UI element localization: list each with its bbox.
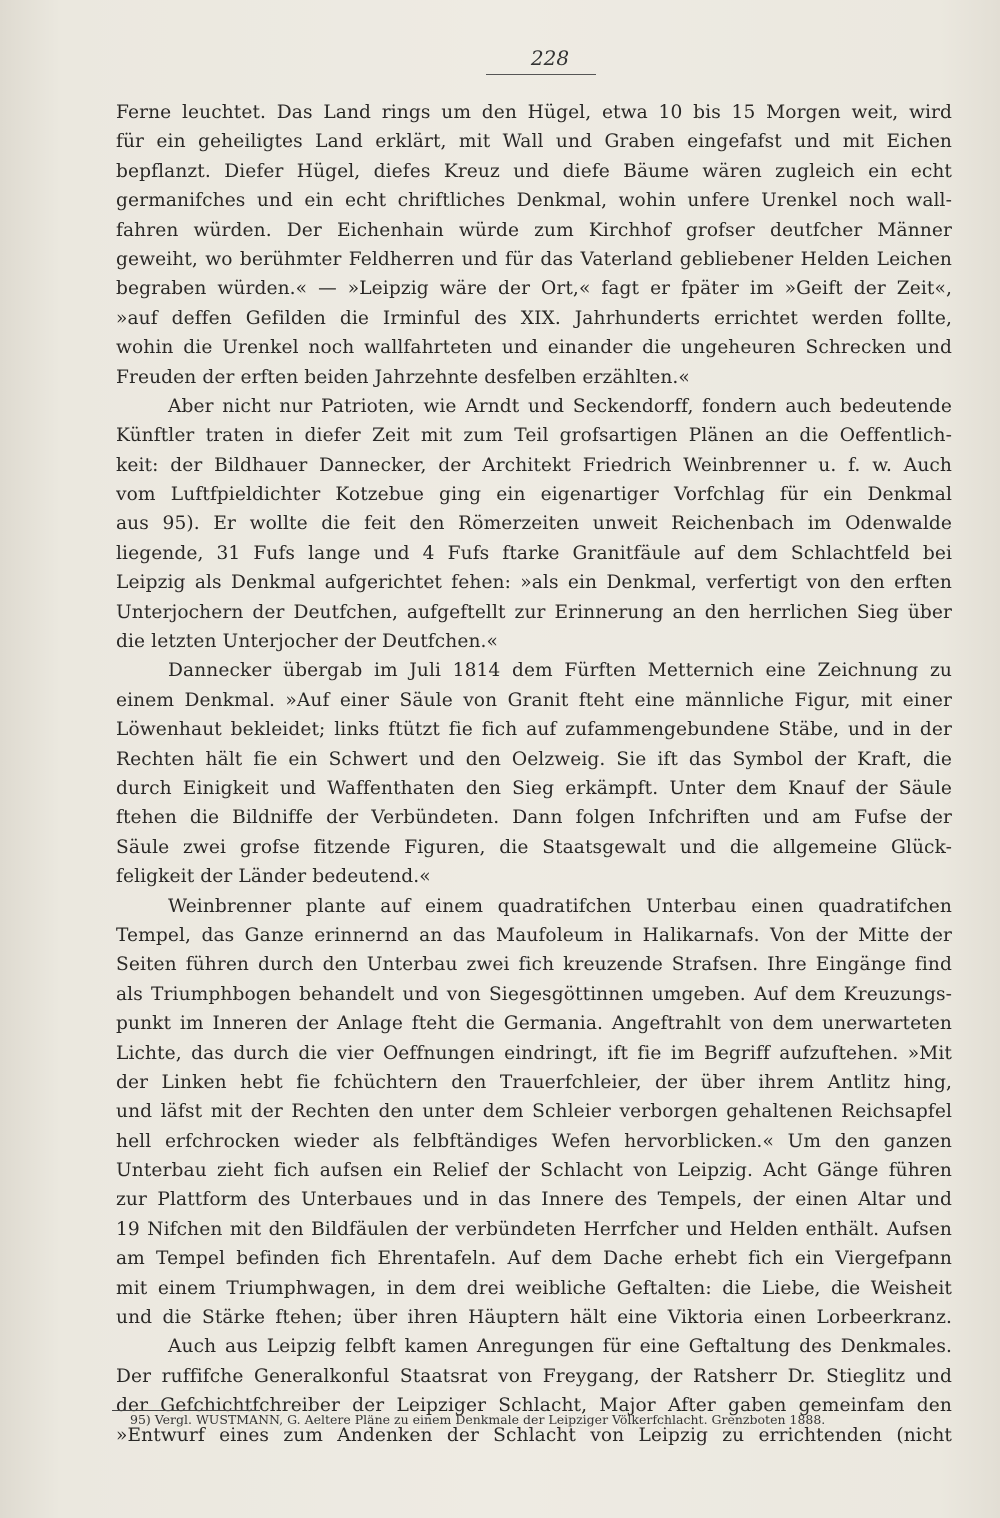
text-line: Unterjochern der Deutfchen, aufgeftellt zur Erinnerung an den herrlichen Sieg über [116,601,952,623]
text-line: Freuden der erften beiden Jahrzehnte desfelben erzählten.« [116,366,690,388]
text-line: Auch aus Leipzig felbft kamen Anregungen für eine Geftaltung des Denkmales. [168,1336,952,1358]
text-line: Lichte, das durch die vier Oeffnungen eindringt, ift fie im Begriff aufzuftehen. »Mit [116,1042,952,1064]
text-line: einem Denkmal. »Auf einer Säule von Granit fteht eine männliche Figur, mit einer [116,689,952,711]
text-line: germanifches und ein echt chriftliches Denkmal, wohin unfere Urenkel noch wall- [116,190,952,212]
footnote: 95) Vergl. WUSTMANN, G. Aeltere Pläne zu einem Denkmale der Leipziger Völkerfchlacht. Grenzboten 1888. [130,1412,826,1427]
text-line: Aber nicht nur Patrioten, wie Arndt und Seckendorff, fondern auch bedeutende [168,395,952,417]
text-line: keit: der Bildhauer Dannecker, der Architekt Friedrich Weinbrenner u. f. w. Auch [116,454,952,476]
text-line: Dannecker übergab im Juli 1814 dem Fürften Metternich eine Zeichnung zu [168,660,952,682]
text-line: Leipzig als Denkmal aufgerichtet fehen: »als ein Denkmal, verfertigt von den erften [116,572,952,594]
text-line: punkt im Inneren der Anlage fteht die Germania. Angeftrahlt von dem unerwarteten [116,1013,952,1035]
text-line: bepflanzt. Diefer Hügel, diefes Kreuz und diefe Bäume wären zugleich ein echt [116,160,952,182]
text-line: Unterbau zieht fich aufsen ein Relief der Schlacht von Leipzig. Acht Gänge führen [116,1160,952,1182]
text-line: Künftler traten in diefer Zeit mit zum Teil grofsartigen Plänen an die Oeffentlich- [116,425,952,447]
text-line: durch Einigkeit und Waffenthaten den Sieg erkämpft. Unter dem Knauf der Säule [116,777,952,799]
text-line: 19 Nifchen mit den Bildfäulen der verbündeten Herrfcher und Helden enthält. Aufsen [116,1218,952,1240]
text-line: der Linken hebt fie fchüchtern den Trauerfchleier, der über ihrem Antlitz hing, [116,1071,952,1093]
text-line: zur Plattform des Unterbaues und in das Innere des Tempels, der einen Altar und [116,1189,952,1211]
text-line: fahren würden. Der Eichenhain würde zum Kirchhof grofser deutfcher Männer [116,219,952,241]
text-line: Seiten führen durch den Unterbau zwei fich kreuzende Strafsen. Ihre Eingänge find [116,954,952,976]
text-line: liegende, 31 Fufs lange und 4 Fufs ftarke Granitfäule auf dem Schlachtfeld bei [116,542,952,564]
text-line: Weinbrenner plante auf einem quadratifchen Unterbau einen quadratifchen [168,895,952,917]
text-line: Ferne leuchtet. Das Land rings um den Hügel, etwa 10 bis 15 Morgen weit, wird [116,102,952,123]
text-line: für ein geheiligtes Land erklärt, mit Wall und Graben eingefafst und mit Eichen [116,131,952,153]
text-line: als Triumphbogen behandelt und von Siegesgöttinnen umgeben. Auf dem Kreuzungs- [116,983,952,1005]
text-line: und die Stärke ftehen; über ihren Häuptern hält eine Viktoria einen Lorbeerkranz. [116,1307,952,1329]
text-line: Tempel, das Ganze erinnernd an das Maufoleum in Halikarnafs. Von der Mitte der [116,924,952,946]
text-line: die letzten Unterjocher der Deutfchen.« [116,631,499,653]
text-line: Rechten hält fie ein Schwert und den Oelzweig. Sie ift das Symbol der Kraft, die [116,748,952,770]
text-line: »Entwurf eines zum Andenken der Schlacht von Leipzig zu errichtenden (nicht [116,1424,952,1446]
text-line: hell erfchrocken wieder als felbftändiges Wefen hervorblicken.« Um den ganzen [116,1130,952,1152]
body-text [116,98,952,1450]
text-line: vom Luftfpieldichter Kotzebue ging ein eigenartiger Vorfchlag für ein Denkmal [116,484,952,506]
header-rule [486,74,596,75]
text-line: wohin die Urenkel noch wallfahrteten und einander die ungeheuren Schrecken und [116,337,952,359]
text-line: ftehen die Bildniffe der Verbündeten. Dann folgen Infchriften und am Fufse der [116,807,952,829]
text-line: am Tempel befinden fich Ehrentafeln. Auf dem Dache erhebt fich ein Viergefpann [116,1248,952,1270]
text-line: und läfst mit der Rechten den unter dem Schleier verborgen gehaltenen Reichsapfel [116,1101,952,1123]
text-line: feligkeit der Länder bedeutend.« [116,866,431,888]
text-line: »auf deffen Gefilden die Irminful des XIX. Jahrhunderts errichtet werden follte, [116,307,952,329]
text-line: Säule zwei grofse fitzende Figuren, die Staatsgewalt und die allgemeine Glück- [116,836,952,858]
text-line: Löwenhaut bekleidet; links ftützt fie fich auf zufammengebundene Stäbe, und in der [116,719,952,741]
text-line: der Gefchichtfchreiber der Leipziger Schlacht, Major After gaben gemeinfam den [116,1395,952,1417]
text-line: Der ruffifche Generalkonful Staatsrat von Freygang, der Ratsherr Dr. Stieglitz und [116,1365,952,1387]
text-line: aus 95). Er wollte die feit den Römerzeiten unweit Reichenbach im Odenwalde [116,513,952,535]
text-line: geweiht, wo berühmter Feldherren und für das Vaterland gebliebener Helden Leichen [116,248,952,270]
text-line: mit einem Triumphwagen, in dem drei weibliche Geftalten: die Liebe, die Weisheit [116,1277,952,1299]
page-number: 228 [530,46,570,70]
text-line: begraben würden.« — »Leipzig wäre der Ort,« fagt er fpäter im »Geift der Zeit«, [116,278,952,300]
